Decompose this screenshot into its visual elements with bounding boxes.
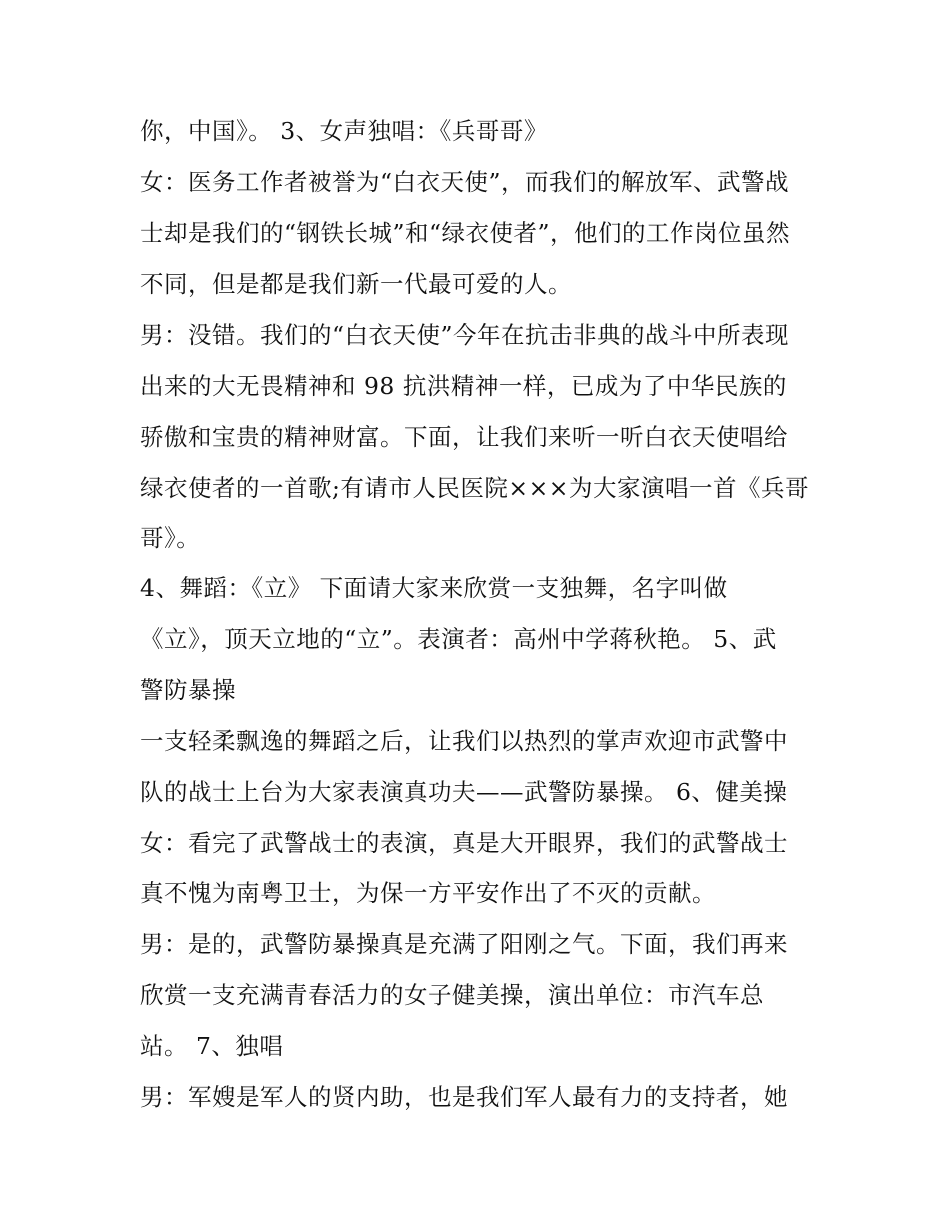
text-line: 哥》。: [140, 524, 201, 552]
text-line: 真不愧为南粤卫士，为保一方平安作出了不灭的贡献。: [140, 879, 716, 907]
text-line: 出来的大无畏精神和 98 抗洪精神一样，已成为了中华民族的: [140, 372, 787, 400]
text-line: 队的战士上台为大家表演真功夫——武警防暴操。 6、健美操: [140, 778, 788, 806]
text-line: 一支轻柔飘逸的舞蹈之后，让我们以热烈的掌声欢迎市武警中: [140, 727, 788, 755]
text-line: 警防暴操: [140, 676, 236, 704]
text-line: 4、舞蹈：《立》 下面请大家来欣赏一支独舞，名字叫做: [140, 574, 728, 602]
text-line: 女：医务工作者被誉为“白衣天使”，而我们的解放军、武警战: [140, 168, 790, 196]
text-line: 女：看完了武警战士的表演，真是大开眼界，我们的武警战士: [140, 829, 788, 857]
text-line: 你，中国》。 3、女声独唱：《兵哥哥》: [140, 117, 548, 145]
text-line: 不同，但是都是我们新一代最可爱的人。: [140, 270, 572, 298]
text-line: 《立》，顶天立地的“立”。表演者：高州中学蒋秋艳。 5、武: [140, 625, 777, 653]
text-line: 骄傲和宝贵的精神财富。下面，让我们来听一听白衣天使唱给: [140, 423, 788, 451]
text-line: 绿衣使者的一首歌;有请市人民医院×××为大家演唱一首《兵哥: [140, 474, 809, 502]
text-line: 男：没错。我们的“白衣天使”今年在抗击非典的战斗中所表现: [140, 321, 790, 349]
text-line: 男：是的，武警防暴操真是充满了阳刚之气。下面，我们再来: [140, 930, 788, 958]
text-line: 欣赏一支充满青春活力的女子健美操，演出单位：市汽车总: [140, 981, 764, 1009]
text-line: 站。 7、独唱: [140, 1032, 284, 1060]
text-line: 士却是我们的“钢铁长城”和“绿衣使者”，他们的工作岗位虽然: [140, 219, 791, 247]
text-line: 男：军嫂是军人的贤内助，也是我们军人最有力的支持者，她: [140, 1083, 788, 1111]
